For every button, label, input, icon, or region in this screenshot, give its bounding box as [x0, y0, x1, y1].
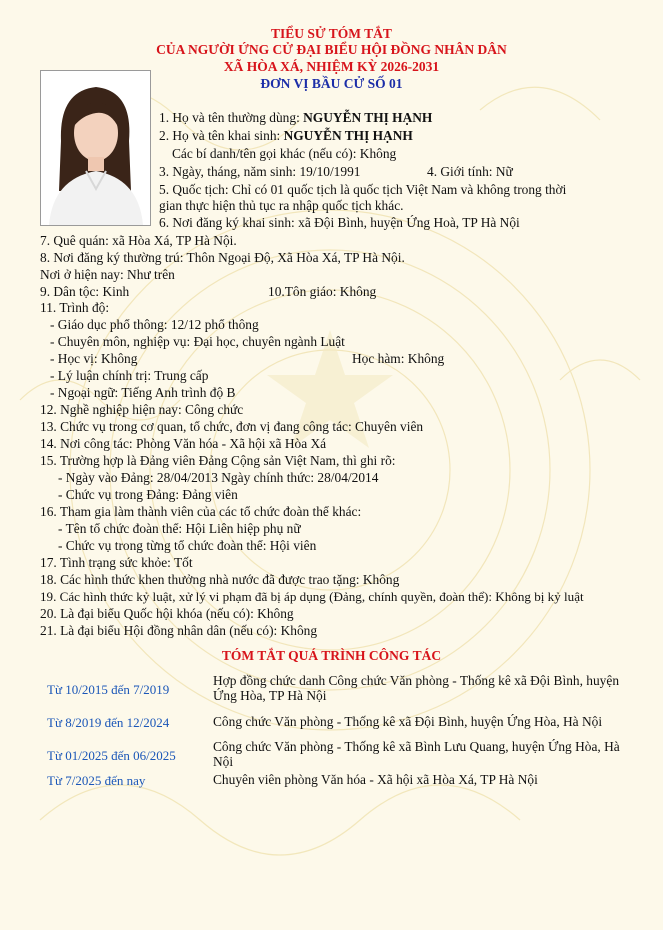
language-row: - Ngoại ngữ: Tiếng Anh trình độ B: [50, 385, 236, 400]
organization-name-row: - Tên tổ chức đoàn thể: Hội Liên hiệp phụ nữ: [58, 521, 301, 536]
common-name-label: 1. Họ và tên thường dùng:: [159, 110, 304, 125]
organization-position-row: - Chức vụ trong từng tổ chức đoàn thể: Hội viên: [58, 538, 317, 553]
hometown-row: 7. Quê quán: xã Hòa Xá, TP Hà Nội.: [40, 233, 237, 248]
workplace-row: 14. Nơi công tác: Phòng Văn hóa - Xã hội xã Hòa Xá: [40, 436, 327, 451]
alias-row: Các bí danh/tên gọi khác (nếu có): Không: [172, 146, 397, 161]
politics-row: - Lý luận chính trị: Trung cấp: [50, 368, 209, 383]
title-line-1: TIỂU SỬ TÓM TẮT: [271, 26, 392, 41]
national-assembly-row: 20. Là đại biểu Quốc hội khóa (nếu có): Không: [40, 606, 294, 621]
academic-title-row: Học hàm: Không: [352, 351, 445, 366]
religion-row: 10.Tôn giáo: Không: [268, 284, 377, 299]
work-history-title: TÓM TẮT QUÁ TRÌNH CÔNG TÁC: [221, 648, 442, 663]
work-period: Từ 01/2025 đến 06/2025: [47, 748, 176, 763]
constituency-title: ĐƠN VỊ BẦU CỬ SỐ 01: [260, 76, 403, 91]
dob-row: 3. Ngày, tháng, năm sinh: 19/10/1991: [159, 164, 361, 179]
birth-name-row: [159, 128, 413, 144]
party-dates-row: - Ngày vào Đảng: 28/04/2013 Ngày chính thức: 28/04/2014: [58, 470, 379, 485]
current-residence-row: Nơi ở hiện nay: Như trên: [40, 267, 175, 282]
discipline-row: 19. Các hình thức kỷ luật, xử lý vi phạm đã bị áp dụng (Đảng, chính quyền, đoàn thể): Không bị kỷ luật: [40, 589, 584, 604]
party-heading: 15. Trường hợp là Đảng viên Đảng Cộng sản Việt Nam, thì ghi rõ:: [40, 453, 396, 468]
gender-row: 4. Giới tính: Nữ: [427, 164, 513, 179]
residence-row: 8. Nơi đăng ký thường trú: Thôn Ngoại Độ, Xã Hòa Xá, TP Hà Nội.: [40, 250, 405, 265]
title-line-2: CỦA NGƯỜI ỨNG CỬ ĐẠI BIỂU HỘI ĐỒNG NHÂN DÂN: [156, 42, 507, 57]
people-council-row: 21. Là đại biểu Hội đồng nhân dân (nếu có): Không: [40, 623, 318, 638]
work-period: Từ 8/2019 đến 12/2024: [47, 715, 170, 730]
awards-row: 18. Các hình thức khen thưởng nhà nước đã được trao tặng: Không: [40, 572, 400, 587]
work-description: Hợp đồng chức danh Công chức Văn phòng - Thống kê xã Đội Bình, huyện Ứng Hòa, TP Hà Nội: [213, 673, 620, 703]
specialty-row: - Chuyên môn, nghiệp vụ: Đại học, chuyên ngành Luật: [50, 334, 345, 349]
common-name-row: [159, 110, 432, 126]
health-row: 17. Tình trạng sức khỏe: Tốt: [40, 555, 193, 570]
party-position-row: - Chức vụ trong Đảng: Đảng viên: [58, 487, 238, 502]
general-education-row: - Giáo dục phổ thông: 12/12 phổ thông: [50, 317, 259, 332]
position-row: 13. Chức vụ trong cơ quan, tổ chức, đơn vị đang công tác: Chuyên viên: [40, 419, 424, 434]
nationality-row-2: gian thực hiện thủ tục ra nhập quốc tịch khác.: [159, 198, 404, 213]
candidate-photo: [40, 70, 151, 226]
work-description: Công chức Văn phòng - Thống kê xã Bình Lưu Quang, huyện Ứng Hòa, Hà Nội: [213, 739, 620, 769]
birth-name-value: NGUYỄN THỊ HẠNH: [283, 128, 413, 143]
work-period: Từ 7/2025 đến nay: [47, 773, 146, 788]
organizations-heading: 16. Tham gia làm thành viên của các tổ chức đoàn thể khác:: [40, 504, 362, 519]
ethnicity-row: 9. Dân tộc: Kinh: [40, 284, 130, 299]
nationality-row-1: 5. Quốc tịch: Chỉ có 01 quốc tịch là quốc tịch Việt Nam và không trong thời: [159, 182, 567, 197]
education-heading: 11. Trình độ:: [40, 300, 110, 315]
work-description: Chuyên viên phòng Văn hóa - Xã hội xã Hòa Xá, TP Hà Nội: [213, 772, 538, 787]
birthplace-row: 6. Nơi đăng ký khai sinh: xã Đội Bình, huyện Ứng Hoà, TP Hà Nội: [159, 215, 520, 230]
work-description: Công chức Văn phòng - Thống kê xã Đội Bình, huyện Ứng Hòa, Hà Nội: [213, 714, 603, 729]
common-name-value: NGUYỄN THỊ HẠNH: [303, 110, 433, 125]
degree-row: - Học vị: Không: [50, 351, 138, 366]
occupation-row: 12. Nghề nghiệp hiện nay: Công chức: [40, 402, 244, 417]
title-line-3: XÃ HÒA XÁ, NHIỆM KỲ 2026-2031: [223, 59, 440, 74]
birth-name-label: 2. Họ và tên khai sinh:: [159, 128, 284, 143]
work-period: Từ 10/2015 đến 7/2019: [47, 682, 170, 697]
